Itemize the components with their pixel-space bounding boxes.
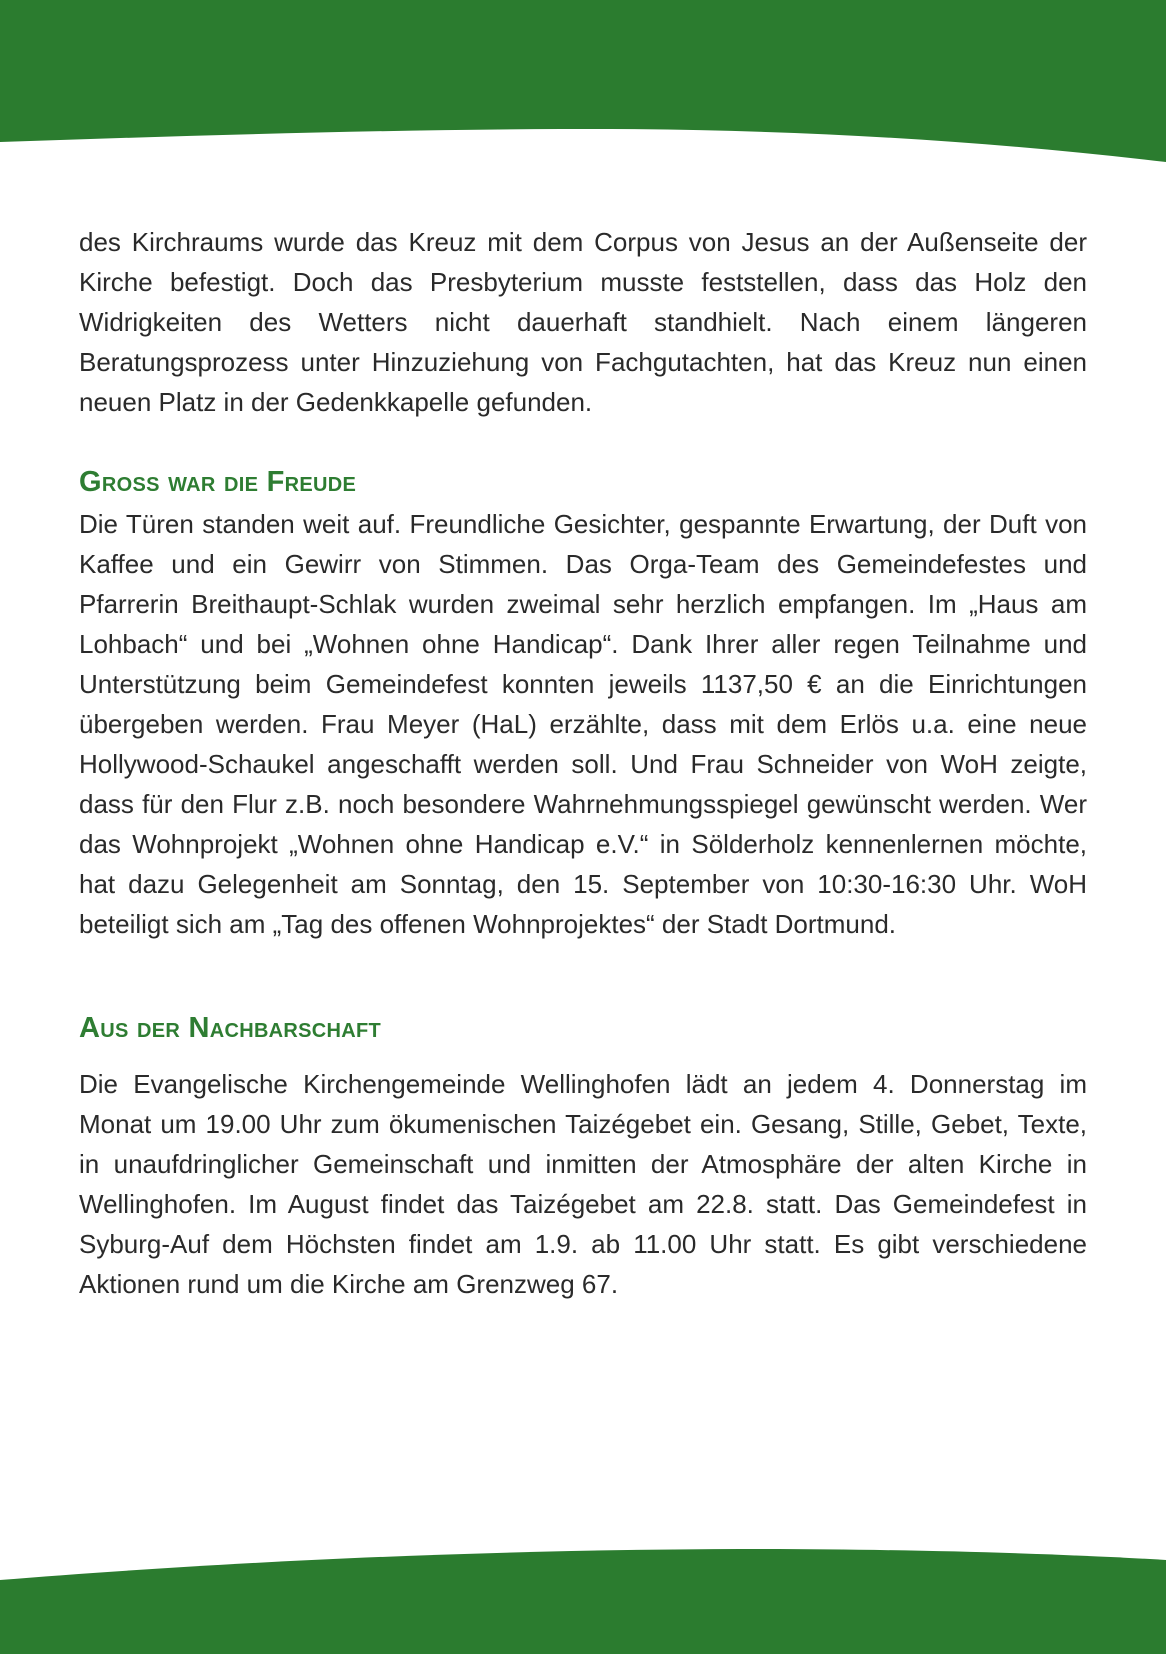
section-heading-gross-war-die-freude: Gross war die Freude (79, 466, 357, 498)
bottom-decorative-band-shape-container (0, 1540, 1166, 1654)
section-paragraph-aus-der-nachbarschaft: Die Evangelische Kirchengemeinde Wellinghofen lädt an jedem 4. Donnerstag im Monat um 19.00 Uhr zum ökumenischen Taizégebet ein. Gesang, Stille, Gebet, Texte, in unaufdringlicher Gemeinschaft und inmitten der Atmosphäre der alten Kirche in Wellinghofen. Im August findet das Taizégebet am 22.8. statt. Das Gemeindefest in Syburg-Auf dem Höchsten findet am 1.9. ab 11.00 Uhr statt. Es gibt verschiedene Aktionen rund um die Kirche am Grenzweg 67. (79, 1069, 1087, 1299)
section-heading-aus-der-nachbarschaft: Aus der Nachbarschaft (79, 1012, 382, 1044)
bottom-band-shape (0, 1549, 1166, 1654)
top-decorative-band (0, 0, 1166, 170)
top-band-shape (0, 0, 1166, 162)
intro-paragraph: des Kirchraums wurde das Kreuz mit dem Corpus von Jesus an der Außenseite der Kirche befestigt. Doch das Presbyterium musste feststellen, dass das Holz den Widrigkeiten des Wetters nicht dauerhaft standhielt. Nach einem längeren Beratungsprozess unter Hinzuziehung von Fachgutachten, hat das Kreuz nun einen neuen Platz in der Gedenkkapelle gefunden. (79, 227, 1087, 417)
article-content (79, 222, 1087, 1304)
section-paragraph-gross-war-die-freude: Die Türen standen weit auf. Freundliche Gesichter, gespannte Erwartung, der Duft von Kaffee und ein Gewirr von Stimmen. Das Orga-Team des Gemeindefestes und Pfarrerin Breithaupt-Schlak wurden zweimal sehr herzlich empfangen. Im „Haus am Lohbach“ und bei „Wohnen ohne Handicap“. Dank Ihrer aller regen Teilnahme und Unterstützung beim Gemeindefest konnten jeweils 1137,50 € an die Einrichtungen übergeben werden. Frau Meyer (HaL) erzählte, dass mit dem Erlös u.a. eine neue Hollywood-Schaukel angeschafft werden soll. Und Frau Schneider von WoH zeigte, dass für den Flur z.B. noch besondere Wahrnehmungsspiegel gewünscht werden. Wer das Wohnprojekt „Wohnen ohne Handicap e.V.“ in Sölderholz kennenlernen möchte, hat dazu Gelegenheit am Sonntag, den 15. September von 10:30-16:30 Uhr. WoH beteiligt sich am „Tag des offenen Wohnprojektes“ der Stadt Dortmund. (79, 509, 1087, 939)
